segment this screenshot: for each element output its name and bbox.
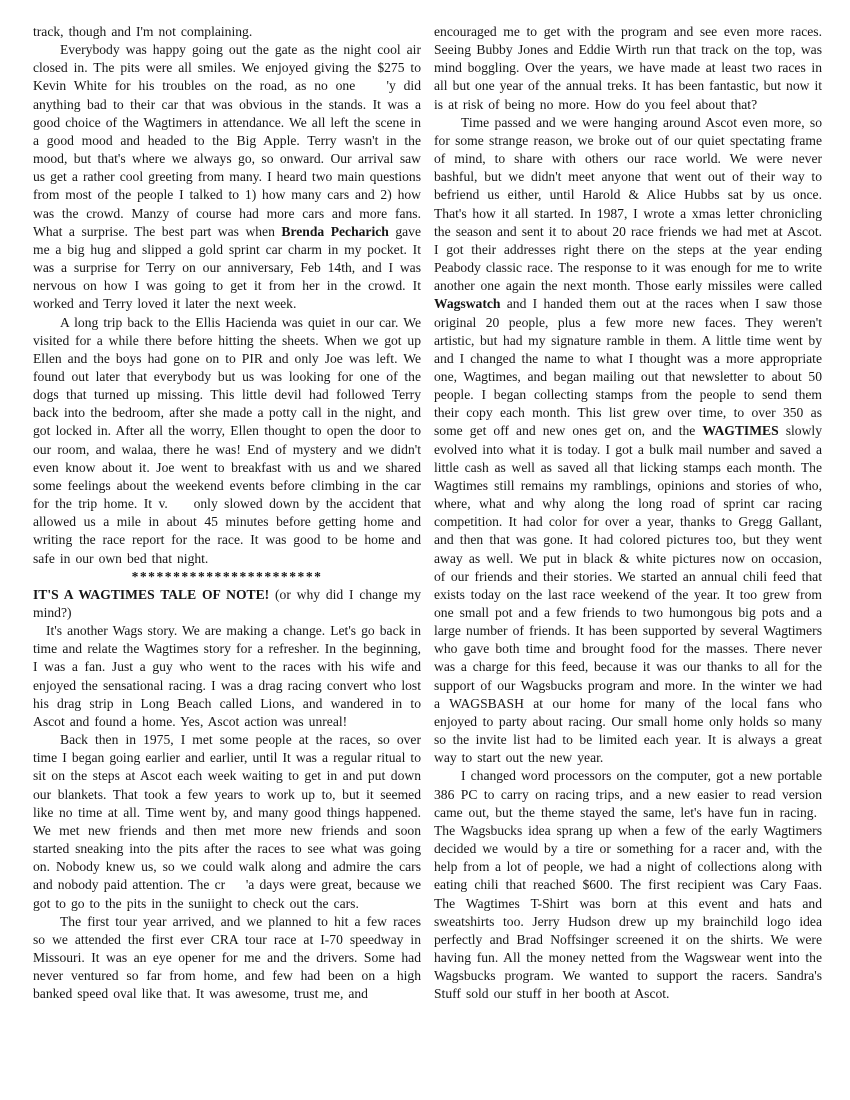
paragraph-continued: [434, 23, 822, 114]
paragraph: [33, 913, 421, 1004]
separator-asterisks: ***********************: [131, 568, 323, 584]
body-text: Time passed and we were hanging around Ascot even more, so for some strange reason, we broke out of our quiet spectating frame of mind, to share with others our race world. We were never bashful, but we didn't meet anyone that went out of their way to befriend us either, until Harold & Alice Hubbs sat by us once. That's how it all started. In 1987, I wrote a xmas letter chronicling the season and sent it to about 20 race friends we had met at Ascot. I got their addresses right there on the steps at the year ending Peabody classic race. The response to it was enough for me to write another one again the next month. Those early missiles were called: [434, 114, 822, 294]
body-text: Back then in 1975, I met some people at the races, so over time I began going earlier and earlier, until It was a regular ritual to sit on the steps at Ascot each week waiting to get in and put down our blankets. That took a few years to work up to, but it seemed like no time at all. Time went by, and many good things happened. We met new friends and then met more new friends and soon started sneaking into the pits after the races to see what was going on. Nobody knew us, so we could walk along and admire the cars and nobody paid attention. The cr 'a days were great, because we got to go to the pits in the suniight to check out the cars.: [33, 732, 421, 911]
body-text: A long trip back to the Ellis Hacienda was quiet in our car. We visited for a while there before hitting the sheets. When we got up Ellen and the boys had gone on to PIR and only Joe was left. We found out later that everybody but us was looking for one of the dogs that turned up missing. This little devil had followed Terry back into the bedroom, after she made a potty call in the night, and got locked in. After all the worry, Ellen thought to open the door to our room, and walaa, there he was! End of mystery and we didn't even know about it. Joe went to breakfast with us and we shared some feelings about the weekend events before climbing in the car for the trip home. It v. only slowed down by the accident that allowed us a mile in about 45 minutes before getting home and writing the race report for the race. It was good to be home and safe in our own bed that night.: [33, 314, 421, 566]
body-text: track, though and I'm not complaining.: [33, 24, 253, 39]
paragraph: [434, 114, 822, 768]
paragraph: [33, 622, 421, 731]
body-text: I changed word processors on the computer, got a new portable 386 PC to carry on racing trips, and a new easier to read version came out, but the theme stayed the same, let's have fun in racing. The Wagsbucks idea sprang up when a few of the early Wagtimers decided we would by a tire or something for a racer and, with the help from a lot of people, we had a night of collections along with eating chili that reached $600. The first recipient was Cary Faas. The Wagtimes T-Shirt was born at this event and hats and sweatshirts too. Jerry Hudson drew up my brainchild logo idea perfectly and Brad Noffsinger screened it on the shirts. We were having fun. All the money netted from the Wagswear went into the Wagsbucks program. We wanted to support the racers. Sandra's Stuff sold our stuff in her booth at Ascot.: [434, 768, 822, 1002]
body-text: Everybody was happy going out the gate as the night cool air closed in. The pits were all smiles. We enjoyed giving the $275 to Kevin White for his troubles on the road, as no one 'y did anything bad to their car that was obvious in the stands. It was a good choice of the Wagtimers in attendance. We all left the scene in a good mood and headed to the Big Apple. Terry wasn't in the mood, but that's where we always go, so onward. Our arrival saw us get a rather cool greeting from many. I heard two main questions from most of the people I talked to 1) how many cars and 2) how was the crowd. Manzy of course had more cars and more fans. What a surprise. The best part was when: [33, 42, 421, 239]
paragraph: [33, 41, 421, 313]
body-text: and I handed them out at the races when I saw those original 20 people, plus a few more new faces. They weren't artistic, but had my signature ramble in them. A little time went by and I changed the name to what I thought was a more appropriate one, Wagtimes, and began mailing out that newsletter to about 50 people. I began collecting stamps from the people to send them their copy each month. This list grew over time, to over 350 as some get off and new ones get on, and the: [434, 296, 822, 439]
column-left: [33, 23, 421, 1003]
column-right: [434, 23, 822, 1003]
paragraph-continued: [33, 23, 421, 41]
emphasis-text: WAGTIMES: [702, 423, 779, 439]
body-text: slowly evolved into what it is today. I got a bulk mail number and saved a little cash as well as saved all that licking stamps each month. The Wagtimes still remains my ramblings, opinions and stories of who, where, what and why along the long road of sprint car racing competition. It had color for over a year, thanks to Gregg Gallant, and then that was gone. It had colored pictures too, but they went away as well. We put in black & white pictures now on occasion, of our friends and their stories. We started an annual chili feed that exists today on the last race weekend of the year. It too grew from one small pot and a few friends to two humongous big pots and a large number of friends. It has been supported by several Wagtimers who gave both time and brought food for the masses. There never was a charge for this feed, because it was our thanks to all for the support of our Wagsbucks program and more. In the winter we had a WAGSBASH at our home for many of the local fans who enjoyed to party about racing. Our small home only holds so many so the invite list had to be limited each year. It is always a great way to start out the new year.: [434, 423, 822, 766]
body-text: (or why did I change my mind?): [33, 586, 421, 620]
paragraph: [434, 767, 822, 1003]
section-heading: [33, 586, 421, 622]
emphasis-text: IT'S A WAGTIMES TALE OF NOTE!: [33, 586, 270, 602]
body-text: gave me a big hug and slipped a gold sprint car charm in my pocket. It was a surprise for Terry on our anniversary, Feb 14th, and I was nervous on how I was going to get it from her in the crowd. It worked and Terry loved it later the next week.: [33, 223, 421, 312]
paragraph: [33, 731, 421, 913]
body-text: It's another Wags story. We are making a change. Let's go back in time and relate the Wagtimes story for a refresher. In the beginning, I was a fan. Just a guy who went to the races with his wife and enjoyed the sensational racing. I was a drag racing convert who lost his drag strip in Long Beach called Lions, and wandered in to Ascot and found a home. Yes, Ascot action was unreal!: [33, 623, 421, 729]
paragraph: [33, 314, 421, 568]
emphasis-text: Wagswatch: [434, 296, 501, 312]
body-text: encouraged me to get with the program and see even more races. Seeing Bubby Jones and Eddie Wirth run that track on the top, was mind boggling. Over the years, we have made at least two races in all but one year of the annual treks. It has been fantastic, but now it is at risk of being no more. How do you feel about that?: [434, 24, 822, 112]
body-text: The first tour year arrived, and we planned to hit a few races so we attended the first ever CRA tour race at I-70 speedway in Missouri. It was an eye opener for me and the drivers. Some had never ventured so far from home, and few had been on a high banked speed oval like that. It was awesome, trust me, and: [33, 913, 421, 1002]
emphasis-text: Brenda Pecharich: [281, 223, 389, 239]
